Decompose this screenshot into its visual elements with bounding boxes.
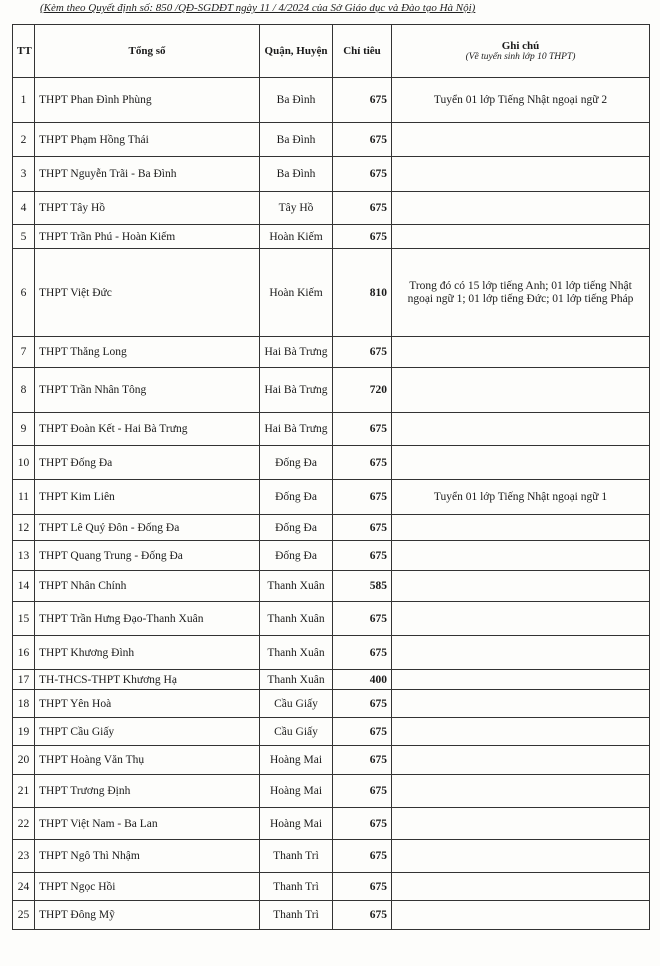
row-number: 17 [13,670,35,690]
quota-value: 675 [333,480,392,515]
quota-value: 585 [333,571,392,602]
row-number: 6 [13,249,35,337]
district-name: Đống Đa [260,541,333,571]
note-text [392,840,650,873]
header-note-subtitle: (Về tuyển sinh lớp 10 THPT) [465,52,576,62]
school-name: THPT Quang Trung - Đống Đa [35,541,260,571]
row-number: 12 [13,515,35,541]
table-row [13,636,650,670]
table-row [13,746,650,775]
table-row [13,446,650,480]
school-name: THPT Cầu Giấy [35,718,260,746]
school-name: THPT Hoàng Văn Thụ [35,746,260,775]
school-name: TH-THCS-THPT Khương Hạ [35,670,260,690]
quota-value: 675 [333,123,392,157]
note-text [392,446,650,480]
row-number: 4 [13,192,35,225]
district-name: Hoàn Kiếm [260,249,333,337]
quota-value: 810 [333,249,392,337]
table-row [13,123,650,157]
district-name: Thanh Xuân [260,602,333,636]
enrollment-quota-table [12,24,650,930]
quota-value: 675 [333,636,392,670]
table-row [13,480,650,515]
note-text [392,413,650,446]
note-text [392,873,650,901]
district-name: Thanh Trì [260,901,333,930]
row-number: 7 [13,337,35,368]
school-name: THPT Nhân Chính [35,571,260,602]
quota-value: 675 [333,718,392,746]
quota-value: 675 [333,78,392,123]
school-name: THPT Tây Hồ [35,192,260,225]
school-name: THPT Việt Đức [35,249,260,337]
school-name: THPT Việt Nam - Ba Lan [35,808,260,840]
note-text [392,225,650,249]
row-number: 18 [13,690,35,718]
quota-value: 675 [333,775,392,808]
quota-value: 675 [333,157,392,192]
quota-value: 675 [333,192,392,225]
quota-value: 675 [333,840,392,873]
district-name: Tây Hồ [260,192,333,225]
table-row [13,690,650,718]
table-row [13,571,650,602]
quota-value: 675 [333,225,392,249]
quota-value: 675 [333,337,392,368]
district-name: Thanh Trì [260,873,333,901]
table-row [13,515,650,541]
district-name: Đống Đa [260,480,333,515]
table-header-row [13,25,650,78]
row-number: 14 [13,571,35,602]
header-note-title: Ghi chú [501,40,540,52]
row-number: 8 [13,368,35,413]
district-name: Đống Đa [260,515,333,541]
table-row [13,192,650,225]
district-name: Thanh Xuân [260,571,333,602]
district-name: Thanh Xuân [260,670,333,690]
row-number: 21 [13,775,35,808]
school-name: THPT Trần Nhân Tông [35,368,260,413]
row-number: 25 [13,901,35,930]
table-row [13,249,650,337]
school-name: THPT Đoàn Kết - Hai Bà Trưng [35,413,260,446]
quota-value: 675 [333,413,392,446]
district-name: Hai Bà Trưng [260,413,333,446]
note-text [392,636,650,670]
school-name: THPT Yên Hoà [35,690,260,718]
quota-value: 675 [333,746,392,775]
row-number: 23 [13,840,35,873]
note-text [392,690,650,718]
decision-reference: (Kèm theo Quyết định số: 850 /QĐ-SGDĐT ngày 11 / 4/2024 của Sở Giáo dục và Đào tạo Hà Nội) [40,2,476,14]
school-name: THPT Phan Đình Phùng [35,78,260,123]
row-number: 1 [13,78,35,123]
district-name: Ba Đình [260,123,333,157]
school-name: THPT Ngọc Hồi [35,873,260,901]
school-name: THPT Đống Đa [35,446,260,480]
school-name: THPT Trần Phú - Hoàn Kiếm [35,225,260,249]
row-number: 10 [13,446,35,480]
school-name: THPT Thăng Long [35,337,260,368]
district-name: Cầu Giấy [260,718,333,746]
table-body [13,78,650,930]
school-name: THPT Trần Hưng Đạo-Thanh Xuân [35,602,260,636]
note-text: Tuyển 01 lớp Tiếng Nhật ngoại ngữ 1 [392,480,650,515]
table-row [13,602,650,636]
note-text [392,670,650,690]
note-text [392,571,650,602]
school-name: THPT Đông Mỹ [35,901,260,930]
row-number: 3 [13,157,35,192]
table-row [13,337,650,368]
school-name: THPT Lê Quý Đôn - Đống Đa [35,515,260,541]
school-name: THPT Kim Liên [35,480,260,515]
note-text [392,746,650,775]
row-number: 13 [13,541,35,571]
district-name: Hai Bà Trưng [260,368,333,413]
table-row [13,873,650,901]
note-text [392,515,650,541]
quota-value: 675 [333,446,392,480]
row-number: 5 [13,225,35,249]
note-text [392,541,650,571]
school-name: THPT Khương Đình [35,636,260,670]
header-quota: Chỉ tiêu [333,25,392,78]
row-number: 24 [13,873,35,901]
district-name: Hoàng Mai [260,808,333,840]
district-name: Hai Bà Trưng [260,337,333,368]
row-number: 16 [13,636,35,670]
row-number: 22 [13,808,35,840]
district-name: Ba Đình [260,78,333,123]
note-text [392,337,650,368]
row-number: 11 [13,480,35,515]
school-name: THPT Nguyễn Trãi - Ba Đình [35,157,260,192]
district-name: Đống Đa [260,446,333,480]
note-text [392,901,650,930]
quota-value: 675 [333,602,392,636]
header-note [392,25,650,78]
quota-value: 675 [333,873,392,901]
table-row [13,901,650,930]
school-name: THPT Phạm Hồng Thái [35,123,260,157]
school-name: THPT Trương Định [35,775,260,808]
table-row [13,78,650,123]
table-row [13,718,650,746]
table-row [13,840,650,873]
district-name: Ba Đình [260,157,333,192]
quota-value: 675 [333,515,392,541]
note-text [392,123,650,157]
district-name: Thanh Trì [260,840,333,873]
table-row [13,541,650,571]
row-number: 20 [13,746,35,775]
quota-value: 675 [333,808,392,840]
quota-value: 675 [333,901,392,930]
school-name: THPT Ngô Thì Nhậm [35,840,260,873]
row-number: 9 [13,413,35,446]
header-district: Quận, Huyện [260,25,333,78]
note-text [392,157,650,192]
header-name: Tổng số [35,25,260,78]
quota-value: 675 [333,541,392,571]
district-name: Hoàn Kiếm [260,225,333,249]
note-text: Trong đó có 15 lớp tiếng Anh; 01 lớp tiếng Nhật ngoại ngữ 1; 01 lớp tiếng Đức; 01 lớp tiếng Pháp [392,249,650,337]
row-number: 19 [13,718,35,746]
note-text: Tuyển 01 lớp Tiếng Nhật ngoại ngữ 2 [392,78,650,123]
table-row [13,670,650,690]
note-text [392,602,650,636]
header-tt: TT [13,25,35,78]
table-row [13,775,650,808]
district-name: Thanh Xuân [260,636,333,670]
quota-value: 400 [333,670,392,690]
note-text [392,368,650,413]
row-number: 15 [13,602,35,636]
table-row [13,157,650,192]
table-row [13,368,650,413]
note-text [392,808,650,840]
district-name: Hoàng Mai [260,746,333,775]
note-text [392,775,650,808]
quota-value: 675 [333,690,392,718]
table-row [13,225,650,249]
district-name: Cầu Giấy [260,690,333,718]
table-row [13,808,650,840]
table-row [13,413,650,446]
note-text [392,718,650,746]
quota-value: 720 [333,368,392,413]
note-text [392,192,650,225]
row-number: 2 [13,123,35,157]
district-name: Hoàng Mai [260,775,333,808]
